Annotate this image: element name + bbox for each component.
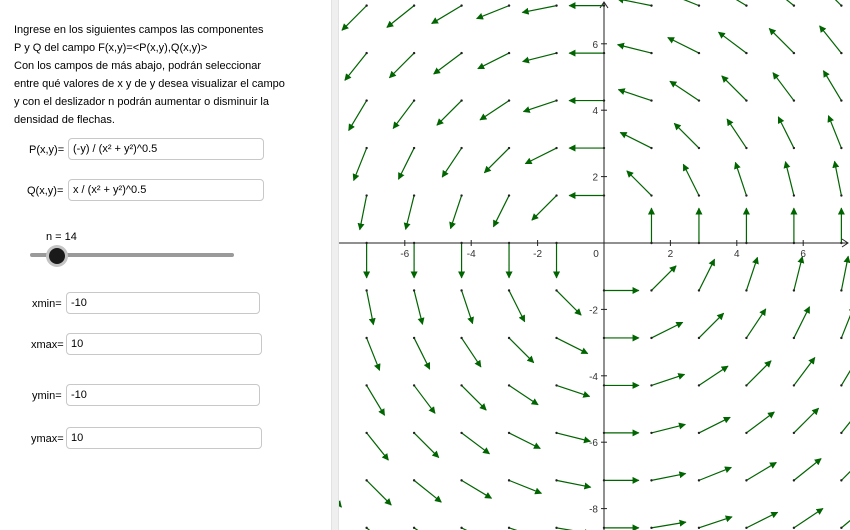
field-arrow-tail [508,194,510,196]
field-arrow [699,467,731,480]
field-arrow-tail [650,147,652,149]
field-arrow-tail [365,384,367,386]
xmin-input[interactable]: -10 [66,292,260,314]
instruction-line: Con los campos de más abajo, podrán seleccionar [14,60,262,72]
xmax-label: xmax= [31,339,64,351]
field-arrow [414,433,439,458]
field-arrow-tail [508,147,510,149]
field-arrow [670,81,699,100]
field-arrow [462,433,490,454]
field-arrow-tail [793,99,795,101]
x-tick-label: -4 [466,249,476,260]
field-arrow-tail [555,432,557,434]
field-arrow-tail [365,99,367,101]
field-arrow-tail [460,384,462,386]
field-arrow-tail [365,4,367,6]
field-arrow-tail [650,384,652,386]
y-tick-label: -8 [589,504,598,516]
field-arrow [354,148,367,180]
instruction-line: P y Q del campo F(x,y)=<P(x,y),Q(x,y)> [14,42,208,54]
field-arrow-tail [650,289,652,291]
field-arrow-tail [650,337,652,339]
p-input[interactable]: (-y) / (x² + y²)^0.5 [68,138,264,160]
field-arrow-tail [698,384,700,386]
field-arrow [746,462,776,480]
field-arrow [683,164,699,195]
field-arrow-tail [603,527,605,529]
field-arrow-tail [508,337,510,339]
field-arrow-tail [603,384,605,386]
field-arrow-tail [840,289,842,291]
field-arrow-tail [840,147,842,149]
field-arrow [451,196,462,229]
field-arrow-tail [698,432,700,434]
field-arrow-tail [650,52,652,54]
field-arrow [841,306,850,338]
field-arrow-tail [365,289,367,291]
field-arrow-tail [793,194,795,196]
field-arrow-tail [460,527,462,529]
field-arrow-tail [840,194,842,196]
field-arrow-tail [745,432,747,434]
field-arrow [773,73,794,101]
field-arrow-tail [365,52,367,54]
field-arrow [557,290,582,315]
field-arrow [462,385,487,410]
field-arrow-tail [460,289,462,291]
field-arrow-tail [650,242,652,244]
field-arrow [493,196,509,227]
field-arrow [735,162,746,195]
field-arrow-tail [698,99,700,101]
y-tick-label: -6 [589,438,598,450]
field-arrow [719,32,747,53]
field-arrow-tail [555,147,557,149]
field-arrow-tail [745,99,747,101]
field-arrow-tail [745,242,747,244]
field-arrow [399,148,415,179]
field-arrow-tail [745,479,747,481]
field-arrow [509,480,541,493]
field-arrow [820,26,842,53]
field-arrow [699,259,715,290]
field-arrow [414,385,435,413]
field-arrow [794,459,821,481]
input-panel [0,0,331,530]
y-tick-label: -2 [589,305,598,317]
field-arrow [620,132,651,148]
field-arrow [627,171,652,196]
field-arrow [523,53,557,61]
field-arrow [651,266,676,291]
field-arrow-tail [365,479,367,481]
field-arrow [699,417,730,433]
field-arrow-tail [365,147,367,149]
instruction-line: Ingrese en los siguientes campos las componentes [14,24,264,36]
ymax-label: ymax= [31,433,64,445]
y-tick-label: 4 [592,106,598,118]
panel-divider[interactable] [331,0,339,530]
field-arrow-tail [650,479,652,481]
field-arrow-tail [793,289,795,291]
field-arrow [746,309,765,338]
field-arrow-tail [650,432,652,434]
field-arrow-tail [603,52,605,54]
field-arrow-tail [365,432,367,434]
field-arrow-tail [555,4,557,6]
field-arrow [794,257,802,291]
field-arrow-tail [413,384,415,386]
field-arrow [484,148,509,173]
field-arrow [389,53,414,78]
field-arrow-tail [840,99,842,101]
field-arrow-tail [840,4,842,6]
field-arrow [509,290,525,321]
field-arrow-tail [365,194,367,196]
field-arrow [522,6,556,13]
field-arrow [557,480,591,487]
field-arrow-tail [460,242,462,244]
field-arrow-tail [793,147,795,149]
field-arrow-tail [460,99,462,101]
instruction-line: entre qué valores de x y de y desea visualizar el campo [14,78,285,90]
y-tick-label: 6 [592,39,598,51]
field-arrow-tail [840,527,842,529]
axes [339,2,848,530]
field-arrow [794,509,823,528]
field-arrow-tail [745,4,747,6]
field-arrow [817,0,842,6]
ymin-label: ymin= [32,390,62,402]
field-arrow-tail [508,527,510,529]
field-arrow-tail [840,479,842,481]
p-field-label: P(x,y)= [29,144,65,156]
field-arrow [462,480,492,498]
field-arrow [414,290,422,324]
field-arrow [767,0,794,6]
field-arrow [667,0,699,6]
field-arrow [342,6,367,31]
field-arrow-tail [365,242,367,244]
field-arrow-tail [555,289,557,291]
field-arrow-tail [698,194,700,196]
field-arrow-tail [650,194,652,196]
field-arrow-tail [745,194,747,196]
field-arrow-tail [365,337,367,339]
field-arrow-tail [745,384,747,386]
field-arrow-tail [650,4,652,6]
field-arrow-tail [603,4,605,6]
field-arrow-tail [603,99,605,101]
field-arrow-tail [413,337,415,339]
field-arrow-tail [508,4,510,6]
field-arrow [828,116,841,148]
xmin-label: xmin= [32,298,62,310]
field-arrow-tail [555,527,557,529]
field-arrow-tail [413,4,415,6]
instruction-line: densidad de flechas. [14,114,115,126]
field-arrow-tail [603,147,605,149]
field-arrow [367,290,374,324]
x-tick-label: -2 [533,249,543,260]
field-arrow [480,101,509,120]
field-arrow-tail [698,527,700,529]
field-arrow-tail [603,432,605,434]
field-arrow [525,148,556,164]
field-arrow-tail [555,337,557,339]
field-arrow-tail [555,99,557,101]
field-arrow [557,433,591,441]
field-arrow [618,45,652,53]
x-tick-label: 2 [667,249,674,260]
field-arrow [532,196,557,221]
field-arrow [651,522,685,528]
vector-field-arrows [339,0,850,530]
field-arrow-tail [745,527,747,529]
field-arrow [360,196,367,230]
field-arrow [841,456,850,481]
ymax-input[interactable]: 10 [66,427,262,449]
field-arrow-tail [603,289,605,291]
graphics-view[interactable] [339,0,850,530]
instruction-line: y con el deslizador n podrán aumentar o disminuir la [14,96,269,108]
field-arrow-tail [555,384,557,386]
field-arrow [785,162,793,196]
field-arrow [557,338,588,354]
field-arrow [651,374,684,385]
field-arrow [339,480,341,507]
x-tick-label: 6 [800,249,806,260]
field-arrow [367,338,380,370]
field-arrow [617,0,651,6]
q-field-label: Q(x,y)= [27,185,64,197]
field-arrow-tail [698,147,700,149]
field-arrow-tail [413,242,415,244]
field-arrow-tail [460,194,462,196]
field-arrow [462,338,481,367]
y-tick-label: -4 [589,371,598,383]
field-arrow [651,322,682,338]
field-arrow [699,313,724,338]
xmax-input[interactable]: 10 [66,333,262,355]
field-arrow [414,338,430,369]
field-arrow [509,433,540,449]
field-arrow [509,385,538,404]
field-arrow [406,196,414,230]
x-tick-label: -6 [400,249,410,260]
field-arrow [557,385,590,396]
field-arrow-tail [413,289,415,291]
field-arrow [674,123,699,148]
field-arrow-tail [555,194,557,196]
field-arrow-tail [603,337,605,339]
field-arrow [746,412,774,433]
instructions-text [14,21,324,129]
field-arrow [349,101,367,131]
field-arrow-tail [840,52,842,54]
field-arrow [651,474,685,481]
field-arrow [699,366,728,385]
field-arrow [841,506,850,528]
field-arrow-tail [840,384,842,386]
field-arrow-tail [698,289,700,291]
field-arrow-tail [413,147,415,149]
field-arrow-tail [508,384,510,386]
field-arrow-tail [460,337,462,339]
field-arrow-tail [460,4,462,6]
field-arrow-tail [365,527,367,529]
field-arrow [509,338,534,363]
field-arrow-tail [603,479,605,481]
field-arrow-tail [840,432,842,434]
field-arrow-tail [508,289,510,291]
field-arrow-tail [793,337,795,339]
field-arrow-tail [745,337,747,339]
field-arrow-tail [555,242,557,244]
field-arrow-tail [745,52,747,54]
field-arrow-tail [793,527,795,529]
field-arrow [442,148,461,177]
field-arrow [437,101,462,126]
field-arrow-tail [698,242,700,244]
field-arrow-tail [460,147,462,149]
field-arrow-tail [603,194,605,196]
field-arrow-tail [413,52,415,54]
field-arrow-tail [793,52,795,54]
field-arrow [722,76,747,101]
field-arrow-tail [460,432,462,434]
field-arrow [477,6,509,19]
field-arrow [794,307,810,338]
field-arrow-tail [698,4,700,6]
vector-field-plot[interactable] [339,0,850,530]
field-arrow-tail [508,242,510,244]
slider-n-knob[interactable] [49,248,65,264]
field-arrow-tail [840,242,842,244]
field-arrow [769,28,794,53]
field-arrow-tail [413,432,415,434]
field-arrow [794,408,819,433]
x-tick-label: 0 [593,249,599,260]
field-arrow-tail [413,479,415,481]
field-arrow-tail [698,52,700,54]
field-arrow [746,512,777,528]
field-arrow [367,385,385,415]
field-arrow [841,356,850,386]
field-arrow-tail [413,99,415,101]
field-arrow [367,480,392,505]
field-arrow [432,6,462,24]
field-arrow-tail [413,194,415,196]
field-arrow-tail [555,479,557,481]
field-arrow-tail [793,242,795,244]
field-arrow [618,90,651,101]
field-arrow [717,0,747,6]
x-tick-label: 4 [734,249,740,260]
field-arrow [668,38,699,54]
field-arrow-tail [793,4,795,6]
field-arrow-tail [650,99,652,101]
field-arrow-tail [793,479,795,481]
field-arrow [478,53,509,69]
field-arrow-tail [793,384,795,386]
field-arrow-tail [508,99,510,101]
field-arrow [462,290,473,323]
field-arrow [651,424,685,432]
field-arrow [727,119,746,148]
field-arrow [393,101,414,129]
field-arrow [794,358,815,386]
field-arrow-tail [555,52,557,54]
field-arrow-tail [508,52,510,54]
q-input[interactable]: x / (x² + y²)^0.5 [68,179,264,201]
field-arrow-tail [745,147,747,149]
field-arrow [823,71,841,101]
field-arrow [414,480,441,502]
field-arrow [387,6,414,28]
field-arrow [699,517,732,528]
field-arrow-tail [460,479,462,481]
field-arrow [523,101,556,112]
field-arrow-tail [698,337,700,339]
field-arrow [835,161,842,195]
field-arrow [746,257,757,290]
field-arrow-tail [793,432,795,434]
y-tick-label: 2 [592,172,598,184]
field-arrow-tail [840,337,842,339]
field-arrow [746,361,771,386]
field-arrow-tail [508,432,510,434]
field-arrow-tail [650,527,652,529]
field-arrow [841,406,850,433]
field-arrow [434,53,462,74]
field-arrow [367,433,389,460]
field-arrow-tail [698,479,700,481]
field-arrow [778,117,794,148]
field-arrow [345,53,367,80]
field-arrow-tail [413,527,415,529]
field-arrow [841,256,848,290]
field-arrow-tail [460,52,462,54]
slider-n-label: n = 14 [46,231,77,243]
ymin-input[interactable]: -10 [66,384,260,406]
field-arrow-tail [745,289,747,291]
field-arrow-tail [508,479,510,481]
